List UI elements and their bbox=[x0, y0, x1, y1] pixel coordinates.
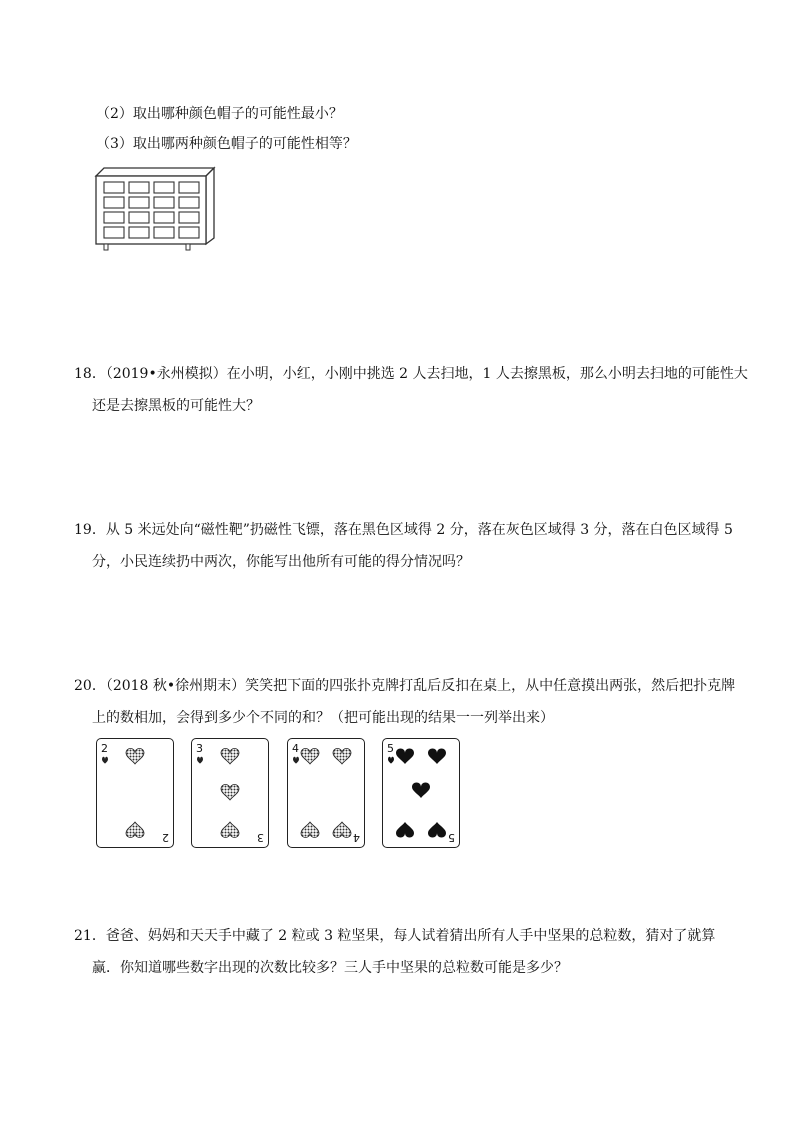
q17-sub3: （3）取出哪两种颜色帽子的可能性相等？ bbox=[96, 136, 357, 152]
playing-card-3 bbox=[191, 738, 269, 848]
playing-card-2 bbox=[96, 738, 174, 848]
playing-card-5 bbox=[382, 738, 460, 848]
playing-card-4 bbox=[287, 738, 365, 848]
q18-line1: 18．（2019•永州模拟）在小明，小红，小刚中挑选 2 人去扫地，1 人去擦黑板，那么小明去扫地的可能性大 bbox=[74, 366, 748, 382]
card-rank: 4 bbox=[292, 742, 299, 755]
card-rank: 2 bbox=[162, 831, 169, 844]
q20-line1: 20．（2018 秋•徐州期末）笑笑把下面的四张扑克牌打乱后反扣在桌上，从中任意摸出两张，然后把扑克牌 bbox=[74, 678, 736, 694]
card-rank: 3 bbox=[257, 831, 264, 844]
cabinet-icon bbox=[92, 164, 220, 252]
heart-icon bbox=[383, 739, 459, 847]
card-rank: 4 bbox=[353, 831, 360, 844]
card-rank: 2 bbox=[101, 742, 108, 755]
q20-line2: 上的数相加，会得到多少个不同的和？（把可能出现的结果一一列举出来） bbox=[92, 710, 554, 726]
card-rank: 5 bbox=[448, 831, 455, 844]
q21-line2: 赢．你知道哪些数字出现的次数比较多？三人手中坚果的总粒数可能是多少？ bbox=[92, 960, 568, 976]
q17-sub2: （2）取出哪种颜色帽子的可能性最小？ bbox=[96, 106, 343, 122]
q19-line1: 19．从 5 米远处向“磁性靶”扔磁性飞镖，落在黑色区域得 2 分，落在灰色区域得 3 分，落在白色区域得 5 bbox=[74, 522, 733, 538]
q19-line2: 分，小民连续扔中两次，你能写出他所有可能的得分情况吗？ bbox=[92, 554, 470, 570]
q18-line2: 还是去擦黑板的可能性大？ bbox=[92, 398, 260, 414]
heart-icon bbox=[97, 739, 173, 847]
q21-line1: 21．爸爸、妈妈和天天手中藏了 2 粒或 3 粒坚果，每人试着猜出所有人手中坚果的总粒数，猜对了就算 bbox=[74, 928, 716, 944]
card-rank: 5 bbox=[387, 742, 394, 755]
heart-icon bbox=[192, 739, 268, 847]
card-rank: 3 bbox=[196, 742, 203, 755]
heart-icon bbox=[288, 739, 364, 847]
